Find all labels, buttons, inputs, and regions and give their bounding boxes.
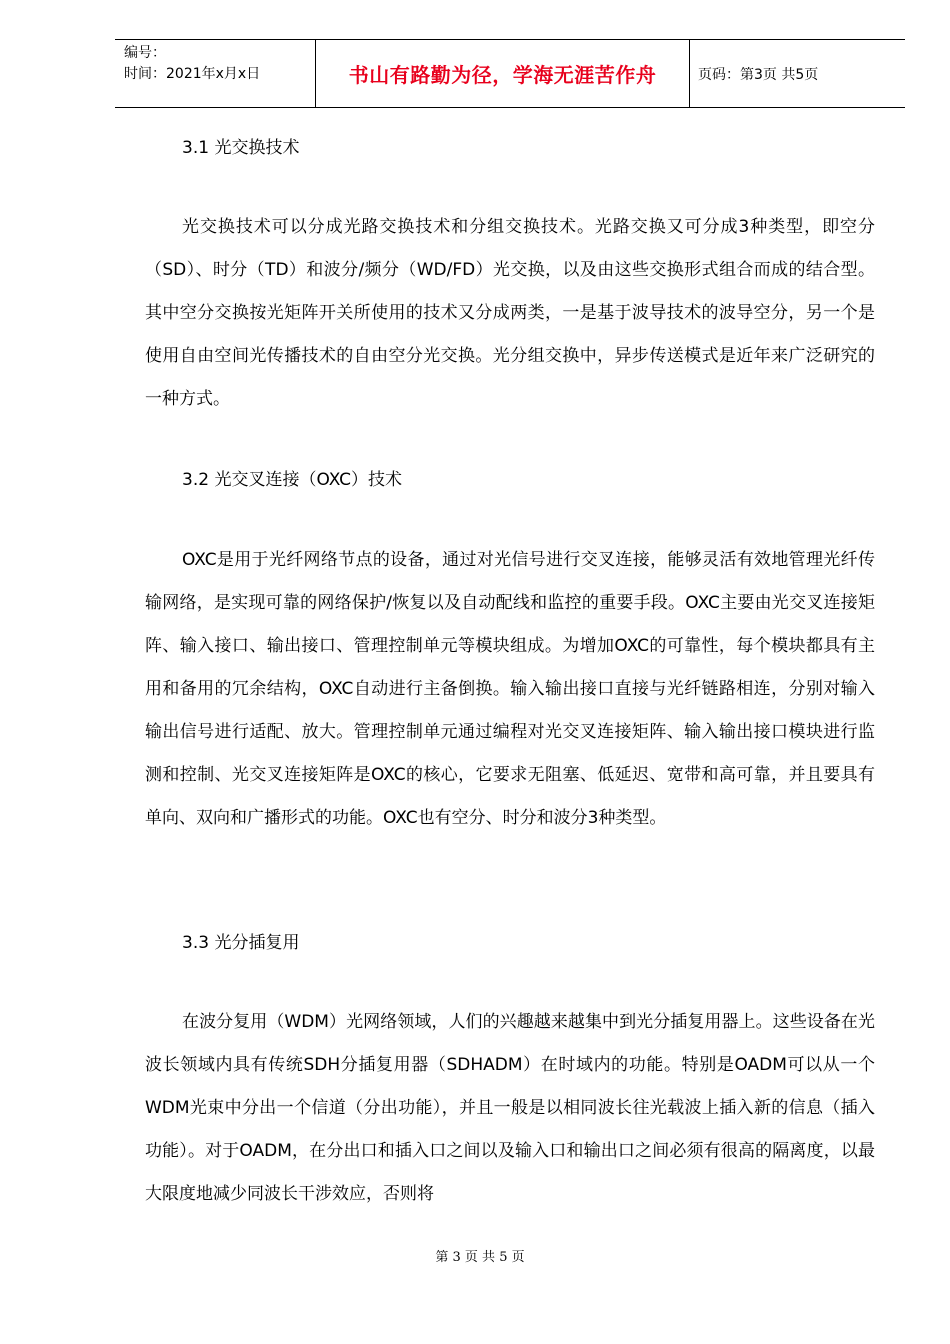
section-paragraph-3-1: 光交换技术可以分成光路交换技术和分组交换技术。光路交换又可分成3种类型，即空分（SD）、时分（TD）和波分/频分（WD/FD）光交换，以及由这些交换形式组合而成的结合型。其中空分交换按光矩阵开关所使用的技术又分成两类，一是基于波导技术的波导空分，另一个是使用自由空间光传播技术的自由空分光交换。光分组交换中，异步传送模式是近年来广泛研究的一种方式。 [145,217,875,409]
section-heading-3-3: 3.3 光分插复用 [182,933,300,953]
document-time-label: 时间：2021年x月x日 [124,66,261,82]
document-number-label: 编号： [124,45,166,61]
section-heading-3-1: 3.1 光交换技术 [182,138,300,158]
section-paragraph-3-3: 在波分复用（WDM）光网络领域，人们的兴趣越来越集中到光分插复用器上。这些设备在光波长领域内具有传统SDH分插复用器（SDHADM）在时域内的功能。特别是OADM可以从一个WDM光束中分出一个信道（分出功能），并且一般是以相同波长往光载波上插入新的信息（插入功能）。对于OADM，在分出口和插入口之间以及输入口和输出口之间必须有很高的隔离度，以最大限度地减少同波长干涉效应，否则将 [145,1012,875,1204]
header-page-info: 页码：第3页 共5页 [698,66,819,83]
section-heading-3-2: 3.2 光交叉连接（OXC）技术 [182,470,403,490]
section-paragraph-3-2: OXC是用于光纤网络节点的设备，通过对光信号进行交叉连接，能够灵活有效地管理光纤传输网络，是实现可靠的网络保护/恢复以及自动配线和监控的重要手段。OXC主要由光交叉连接矩阵、输入接口、输出接口、管理控制单元等模块组成。为增加OXC的可靠性，每个模块都具有主用和备用的冗余结构，OXC自动进行主备倒换。输入输出接口直接与光纤链路相连，分别对输入输出信号进行适配、放大。管理控制单元通过编程对光交叉连接矩阵、输入输出接口模块进行监测和控制、光交叉连接矩阵是OXC的核心，它要求无阻塞、低延迟、宽带和高可靠，并且要具有单向、双向和广播形式的功能。OXC也有空分、时分和波分3种类型。 [145,550,875,828]
header-meta [115,40,315,107]
header-motto: 书山有路勤为径，学海无涯苦作舟 [315,40,690,107]
page-header [115,39,905,108]
page-footer: 第 3 页 共 5 页 [435,1250,525,1265]
